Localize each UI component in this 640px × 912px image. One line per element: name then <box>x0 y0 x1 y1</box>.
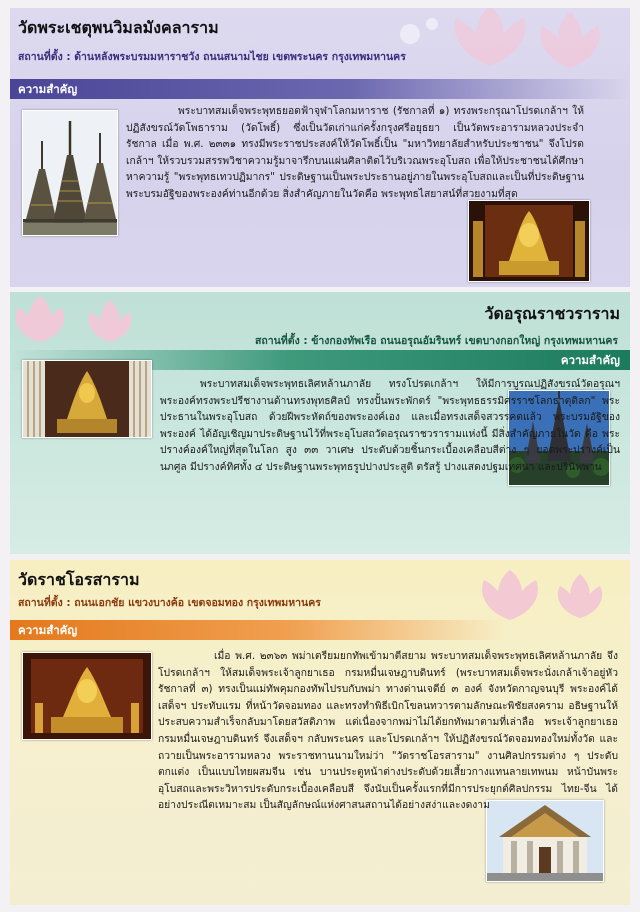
temple-title: วัดพระเชตุพนวิมลมังคลาราม <box>18 18 219 37</box>
temple-section-wat-pho <box>10 8 630 287</box>
lotus-decoration <box>420 568 620 622</box>
chedi-photo <box>22 110 118 236</box>
section-label-bar: ความสำคัญ <box>10 350 630 370</box>
temple-section-wat-arun <box>10 292 630 554</box>
section-label-bar: ความสำคัญ <box>10 620 630 640</box>
temple-section-wat-ratcha-orot <box>10 560 630 905</box>
temple-title: วัดอรุณราชวราราม <box>484 304 620 323</box>
temple-description: พระบาทสมเด็จพระพุทธเลิศหล้านภาลัย ทรงโปรดเกล้าฯ ให้มีการบูรณปฏิสังขรณ์วัดอรุณฯ พระองค์ทรงพระปรีชางานด้านทรงพุทธศิลป์ ทรงปั้นพระพักตร์ "พระพุทธธรรมิศรราชโลกธาตุดิลก" พระประธานในพระอุโบสถ ด้วยฝีพระหัตถ์ของพระองค์เอง และเมื่อทรงเสด็จสวรรคตแล้ว พระบรมอัฐิของพระองค์ ได้อัญเชิญมาประดิษฐานไว้ที่พระอุโบสถวัดอรุณราชวรารามแห่งนี้ มีสิ่งสำคัญภายในวัด คือ พระปรางค์องค์ใหญ่ที่สุดในโลก สูง ๓๓ วาเศษ ประดับด้วยชิ้นกระเบื้องเคลือบสีต่าง ๆ ยอดพระปรางค์เป็นนภศูล มีปรางค์ทิศทั้ง ๔ ประดิษฐานพระพุทธรูปปางประสูติ ตรัสรู้ ปางแสดงปฐมเทศนา และปรินิพพาน <box>160 378 620 473</box>
lotus-decoration <box>10 294 160 346</box>
lotus-decoration <box>370 8 630 74</box>
temple-location: สถานที่ตั้ง : ถนนเอกชัย แขวงบางค้อ เขตจอมทอง กรุงเทพมหานคร <box>18 597 321 609</box>
temple-title: วัดราชโอรสาราม <box>18 570 140 589</box>
section-label-bar: ความสำคัญ <box>10 79 630 99</box>
temple-description: พระบาทสมเด็จพระพุทธยอดฟ้าจุฬาโลกมหาราช (รัชกาลที่ ๑) ทรงพระกรุณาโปรดเกล้าฯ ให้ปฏิสังขรณ์วัดโพธาราม (วัดโพธิ์) ซึ่งเป็นวัดเก่าแก่ครั้งกรุงศรีอยุธยา เป็นวัดพระอารามหลวงประจำรัชกาล เมื่อ พ.ศ. ๒๓๓๑ ทรงมีพระราชประสงค์ให้วัดโพธิ์เป็น "มหาวิทยาลัยสำหรับประชาชน" จึงโปรดเกล้าฯ ให้รวบรวมสรรพวิชาความรู้มาจารึกบนแผ่นศิลาติดไว้บริเวณพระอุโบสถ เพื่อให้ประชาชนได้ศึกษาหาความรู้ "พระพุทธเทวปฏิมากร" ประดิษฐานเป็นพระประธานอยู่ภายในพระอุโบสถและเป็นที่ประดิษฐานพระบรมอัฐิของพระองค์ท่านอีกด้วย สิ่งสำคัญภายในวัดคือ พระพุทธไสยาสน์ที่สวยงามที่สุด <box>126 105 584 200</box>
temple-description: เมื่อ พ.ศ. ๒๓๖๓ พม่าเตรียมยกทัพเข้ามาตีสยาม พระบาทสมเด็จพระพุทธเลิศหล้านภาลัย จึงโปรดเกล้าฯ ให้สมเด็จพระเจ้าลูกยาเธอ กรมหมื่นเจษฎาบดินทร์ (พระบาทสมเด็จพระนั่งเกล้าเจ้าอยู่หัว รัชกาลที่ ๓) ทรงเป็นแม่ทัพคุมกองทัพไปรบกับพม่า ทางด่านเจดีย์ ๓ องค์ จังหวัดกาญจนบุรี พระองค์ได้เสด็จฯ ประทับแรม ที่หน้าวัดจอมทอง และทรงทำพิธีเบิกโขลนทวารตามลักษณะพิชัยสงคราม อธิษฐานให้ประสบความสำเร็จกลับมาโดยสวัสดิภาพ แต่เนื่องจากพม่าไม่ได้ยกทัพมาตามที่เล่าลือ พระเจ้าลูกยาเธอ กรมหมื่นเจษฎาบดินทร์ จึงเสด็จฯ กลับพระนคร และโปรดเกล้าฯ ให้ปฏิสังขรณ์วัดจอมทองใหม่ทั้งวัด และถวายเป็นพระอารามหลวง พระราชทานนามใหม่ว่า "วัดราชโอรสาราม" งานศิลปกรรมต่าง ๆ ประดับตกแต่ง เป็นแบบไทยผสมจีน เช่น บานประตูหน้าต่างประดับด้วยเสี้ยวกางแทนลายเทพนม หน้าบันพระอุโบสถและพระวิหารประดับกระเบื้องเคลือบสี จึงนับเป็นครั้งแรกที่มีการประยุกต์ศิลปกรรม ไทย-จีน ได้อย่างประณีตเหมาะสม เป็นสัญลักษณ์แห่งศาสนสถานได้อย่างสง่าและงดงาม <box>158 650 618 812</box>
temple-location: สถานที่ตั้ง : ด้านหลังพระบรมมหาราชวัง ถนนสนามไชย เขตพระนคร กรุงเทพมหานคร <box>18 51 406 63</box>
temple-location: สถานที่ตั้ง : ข้างกองทัพเรือ ถนนอรุณอัมรินทร์ เขตบางกอกใหญ่ กรุงเทพมหานคร <box>255 335 618 347</box>
